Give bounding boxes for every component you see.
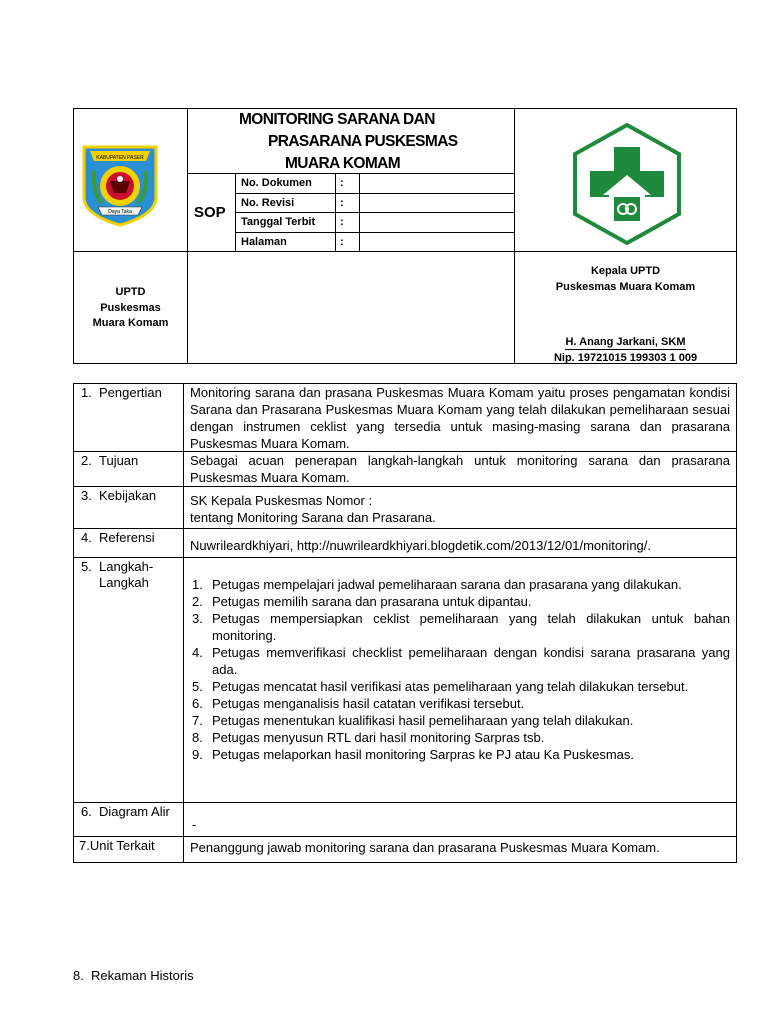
sop-label: SOP [194,204,226,221]
meta-label: No. Dokumen [241,177,312,189]
row-number: 4. [81,530,92,545]
row-kebijakan [74,487,736,529]
head-title-line-1: Kepala UPTD [590,265,661,277]
meta-label: No. Revisi [241,196,295,209]
sop-cell [188,173,236,251]
meta-colon: : [340,216,344,228]
unit-text: Penanggung jawab monitoring sarana dan prasarana Puskesmas Muara Komam. [190,840,660,855]
row-label [74,837,184,862]
rekaman-historis-heading [73,968,194,983]
row-label [74,384,184,451]
meta-row-issue-date [236,213,514,233]
row-label-text: Pengertian [99,385,162,400]
kebijakan-line-2: tentang Monitoring Sarana dan Prasarana. [190,510,436,525]
row-unit-terkait [74,837,736,862]
head-title-line-2: Puskesmas Muara Komam [555,280,696,293]
row-langkah [74,558,736,803]
meta-colon: : [340,177,344,189]
regency-logo-motto: Daya Taka [108,209,132,215]
row-number: 5. [81,559,92,574]
meta-label: Tanggal Terbit [241,216,316,228]
row-label-text: Tujuan [99,453,139,468]
row-number: 2. [81,453,92,468]
regency-logo-cell [74,109,188,251]
head-name: H. Anang Jarkani, SKM [565,336,686,348]
list-item: 7. Petugas menentukan kualifikasi hasil pemeliharaan yang telah dilakukan. [192,713,634,728]
sop-content-table [73,383,737,863]
row-referensi [74,529,736,558]
referensi-text: Nuwrileardkhiyari, http://nuwrileardkhiyari.blogdetik.com/2013/12/01/monitoring/. [190,538,652,553]
row-number: 6. [81,804,92,819]
meta-colon: : [340,196,344,209]
row-number: 1. [81,385,92,400]
list-item: 2. Petugas memilih sarana dan prasarana untuk dipantau. [192,594,532,609]
footer-number: 8. [73,968,84,983]
uptd-line-3: Muara Komam [92,317,169,329]
row-label [74,452,184,486]
list-item: 9. Petugas melaporkan hasil monitoring Sarpras ke PJ atau Ka Puskesmas. [192,747,634,762]
row-label-text: 7.Unit Terkait [79,838,155,853]
meta-label: Halaman [241,235,287,248]
title-line-1: MONITORING SARANA DAN [239,111,435,128]
row-label [74,487,184,528]
diagram-text: - [192,817,197,832]
steps-list [190,576,730,763]
puskesmas-logo-cell [514,109,736,251]
row-label-text-2: Langkah [99,575,149,590]
row-label-text: Referensi [99,530,155,545]
head-of-uptd-cell [514,251,736,363]
footer-label: Rekaman Historis [91,968,194,983]
row-label-text: Kebijakan [99,488,157,503]
meta-row-revision [236,194,514,214]
row-label-text: Diagram Alir [99,804,170,819]
meta-row-page [236,233,514,253]
row-label [74,558,184,802]
list-item: 1. Petugas mempelajari jadwal pemeliharaan sarana dan prasarana yang dilakukan. [192,577,682,592]
pengertian-text: Monitoring sarana dan prasana Puskesmas Muara Komam yaitu proses pengamatan kondisi Sarana dan Prasarana Puskesmas Muara Komam yang telah dilakukan pemeliharaan sesuai dengan instrumen ceklist yang tersedia untuk masing-masing sarana dan prasarana Puskesmas Muara Komam. [190,385,730,451]
kebijakan-line-1: SK Kepala Puskesmas Nomor : [190,493,373,508]
blank-cell [188,251,514,363]
meta-row-document-number [236,174,514,194]
row-pengertian [74,384,736,452]
uptd-line-1: UPTD [115,286,146,298]
list-item: 5. Petugas mencatat hasil verifikasi atas pemeliharaan yang telah dilakukan tersebut. [192,679,689,694]
title-line-2: PRASARANA PUSKESMAS [268,133,458,150]
row-tujuan [74,452,736,487]
document-title [188,109,514,173]
list-item: 8. Petugas menyusun RTL dari hasil monitoring Sarpras tsb. [192,730,545,745]
regency-logo-name: KABUPATEN PASER [96,155,144,161]
head-nip: Nip. 19721015 199303 1 009 [553,351,698,364]
puskesmas-logo-icon [567,121,687,247]
regency-emblem-icon [80,141,160,227]
uptd-cell [74,251,188,363]
list-item: 4. Petugas memverifikasi checklist pemeliharaan dengan kondisi sarana prasarana yang ada. [192,645,730,677]
tujuan-text: Sebagai acuan penerapan langkah-langkah untuk monitoring sarana dan prasarana Puskesmas Muara Komam. [190,453,730,485]
row-label [74,529,184,557]
sop-header-table [73,108,737,364]
row-label-text: Langkah- [99,559,154,574]
list-item: 3. Petugas mempersiapkan ceklist pemeliharaan yang telah dilakukan untuk bahan monitoring. [192,611,730,643]
document-meta-grid [236,173,514,251]
uptd-line-2: Puskesmas [100,301,161,314]
row-label [74,803,184,836]
title-line-3: MUARA KOMAM [285,155,401,172]
row-number: 3. [81,488,92,503]
meta-colon: : [340,235,344,248]
list-item: 6. Petugas menganalisis hasil catatan verifikasi tersebut. [192,696,525,711]
row-diagram-alir [74,803,736,837]
